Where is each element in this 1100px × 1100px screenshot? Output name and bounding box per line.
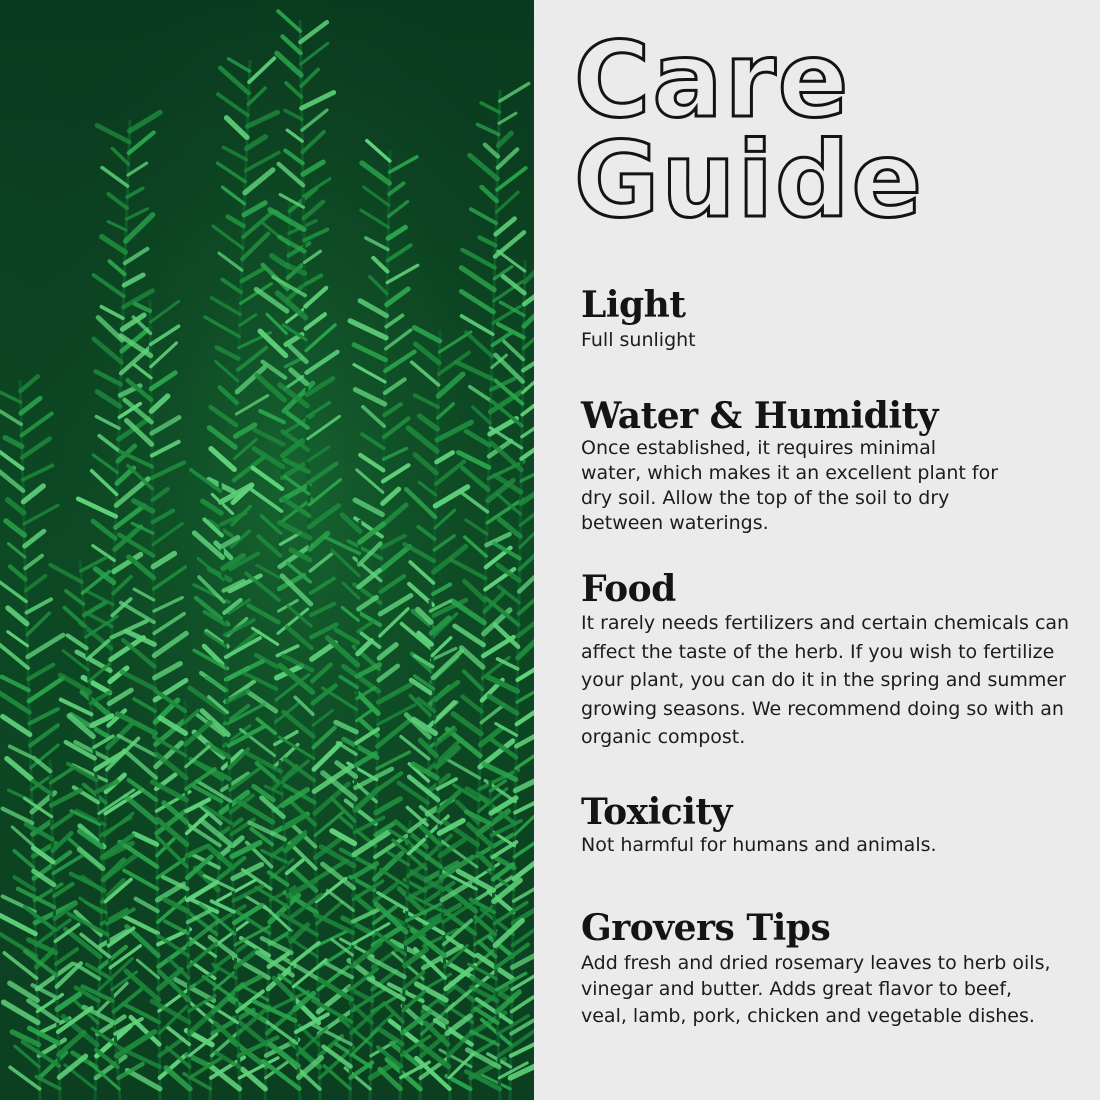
- section-water-humidity: [581, 396, 1001, 536]
- section-text-food: It rarely needs fertilizers and certain chemicals can affect the taste of the herb. If you wish to fertilize your plant, you can do it in the spring and summer growing seasons. We recommend doing so with an organic compost.: [581, 612, 1070, 749]
- section-toxicity: [581, 792, 1071, 858]
- section-heading-toxicity: Toxicity: [581, 791, 732, 833]
- section-grovers-tips: [581, 908, 1051, 1029]
- section-heading-grovers-tips: Grovers Tips: [581, 907, 831, 949]
- section-text-grovers-tips: Add fresh and dried rosemary leaves to herb oils, vinegar and butter. Adds great flavor to beef, veal, lamb, pork, chicken and vegetable dishes.: [581, 952, 1051, 1027]
- section-heading-food: Food: [581, 568, 676, 610]
- section-heading-water-humidity: Water & Humidity: [581, 395, 939, 437]
- section-text-toxicity: Not harmful for humans and animals.: [581, 834, 937, 856]
- care-guide-panel: [534, 0, 1100, 1100]
- section-heading-light: Light: [581, 284, 686, 326]
- section-food: [581, 569, 1081, 752]
- section-text-water-humidity: Once established, it requires minimal water, which makes it an excellent plant for dry soil. Allow the top of the soil to dry between waterings.: [581, 437, 999, 534]
- page-title: [574, 19, 925, 241]
- section-text-light: Full sunlight: [581, 329, 696, 351]
- title-line-2: Guide: [574, 119, 925, 241]
- section-light: [581, 285, 1071, 353]
- rosemary-photo: [0, 0, 534, 1100]
- rosemary-illustration: [0, 0, 534, 1100]
- title-line-1: Care: [574, 19, 851, 141]
